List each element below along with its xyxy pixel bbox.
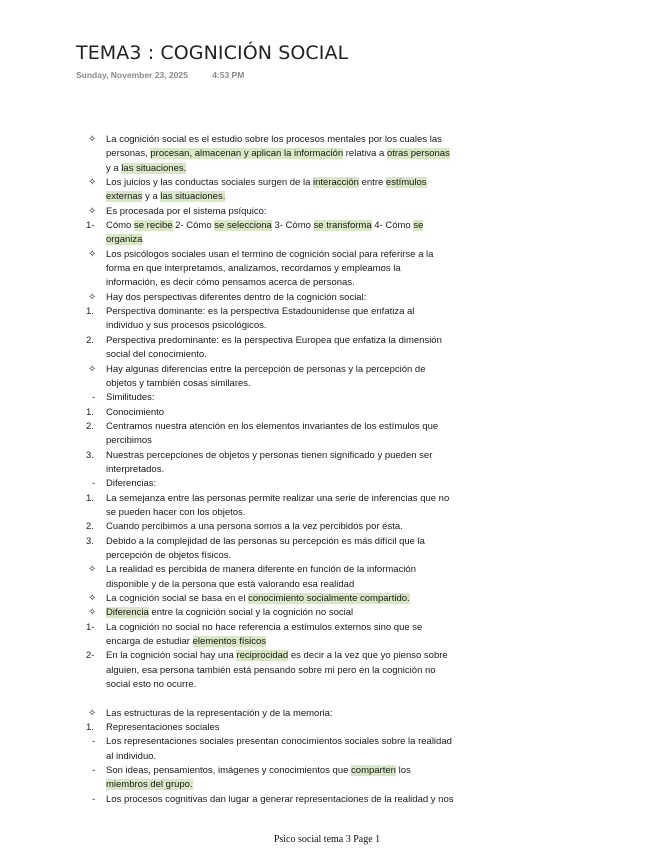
list-number: 2- xyxy=(86,650,95,662)
list-number: 1- xyxy=(86,220,95,232)
line-text xyxy=(106,463,164,477)
text-segment: percepción de objetos físicos. xyxy=(106,549,232,561)
note-line xyxy=(86,319,506,333)
highlighted-text: comparten xyxy=(351,765,396,777)
text-segment: Perspectiva dominante: es la perspectiva Estadounidense que enfatiza al xyxy=(106,306,415,318)
line-text xyxy=(106,305,414,319)
line-text xyxy=(106,664,436,678)
highlighted-text: conocimiento socialmente compartido. xyxy=(248,593,410,604)
line-text xyxy=(106,635,266,649)
text-segment: Diferencias: xyxy=(106,478,157,490)
highlighted-text: se selecciona xyxy=(214,220,272,232)
note-line xyxy=(86,477,506,491)
note-line xyxy=(86,205,506,219)
text-segment: entre la cognición social y la cognición no social xyxy=(148,607,354,619)
note-line xyxy=(86,363,506,377)
text-segment: En la cognición social hay una xyxy=(106,650,237,662)
line-text xyxy=(106,205,267,219)
diamond-bullet-icon: ✧ xyxy=(88,564,97,576)
line-text xyxy=(106,678,196,692)
text-segment: Los representaciones sociales presentan conocimientos sociales sobre la realidad xyxy=(106,736,452,748)
note-line xyxy=(86,492,506,506)
note-line xyxy=(86,621,506,635)
text-segment: y a xyxy=(106,162,122,174)
note-line xyxy=(86,750,506,764)
text-segment: alguien, esa persona también está pensando sobre mi pero en la cognición no xyxy=(106,664,436,676)
line-text xyxy=(106,162,186,176)
line-text xyxy=(106,506,245,520)
line-text xyxy=(106,649,448,663)
line-text xyxy=(106,707,333,721)
note-line xyxy=(86,147,506,161)
line-text xyxy=(106,291,366,305)
line-text xyxy=(106,334,442,348)
note-line xyxy=(86,735,506,749)
line-text xyxy=(106,778,193,792)
text-segment: entre xyxy=(358,177,386,189)
line-text xyxy=(106,348,207,362)
text-segment: disponible y de la persona que está valorando esa realidad xyxy=(106,578,355,590)
text-segment: personas, xyxy=(106,148,151,160)
note-line xyxy=(86,463,506,477)
note-line xyxy=(86,420,506,434)
text-segment: 3- Cómo xyxy=(271,220,314,232)
line-text xyxy=(106,606,353,620)
line-text xyxy=(106,750,156,764)
text-segment: La cognición social se basa en el xyxy=(106,593,249,604)
note-line xyxy=(86,606,506,620)
note-line xyxy=(86,664,506,678)
text-segment: La cognición social es el estudio sobre los procesos mentales por los cuales las xyxy=(106,134,442,145)
line-text xyxy=(106,248,433,262)
note-line xyxy=(86,449,506,463)
diamond-bullet-icon: ✧ xyxy=(88,593,97,604)
note-line xyxy=(86,248,506,262)
highlighted-text: se recibe xyxy=(133,220,173,232)
note-line xyxy=(86,778,506,792)
list-number: 1. xyxy=(86,406,94,418)
note-time: 4:53 PM xyxy=(212,70,245,80)
line-text xyxy=(106,233,142,247)
text-segment: Conocimiento xyxy=(106,406,165,418)
text-segment: encarga de estudiar xyxy=(106,636,193,648)
page-title: TEMA3 : COGNICIÓN SOCIAL xyxy=(76,42,349,64)
highlighted-text: reciprocidad xyxy=(236,650,289,662)
text-segment: relativa a xyxy=(343,148,387,160)
text-segment: Perspectiva predominante: es la perspectiva Europea que enfatiza la dimensión xyxy=(106,334,442,346)
note-line xyxy=(86,578,506,592)
text-segment: 4- Cómo xyxy=(371,220,414,232)
line-text xyxy=(106,520,403,534)
note-line xyxy=(86,176,506,190)
text-segment: y a xyxy=(142,191,161,203)
line-text xyxy=(106,133,442,147)
highlighted-text: Diferencia xyxy=(106,607,149,619)
line-text xyxy=(106,262,401,276)
note-line xyxy=(86,549,506,563)
line-text xyxy=(106,391,155,405)
line-text xyxy=(106,363,426,377)
list-number: 2. xyxy=(86,334,94,346)
highlighted-text: interacción xyxy=(313,177,359,189)
list-number: 3. xyxy=(86,535,94,547)
text-segment: 2- Cómo xyxy=(172,220,215,232)
note-line xyxy=(86,721,506,735)
text-segment: La semejanza entre las personas permite realizar una serie de inferencias que no xyxy=(106,492,450,504)
note-line xyxy=(86,276,506,290)
note-metadata xyxy=(76,70,244,80)
text-segment: Es procesada por el sistema psíquico: xyxy=(106,205,267,217)
line-text xyxy=(106,176,427,190)
line-text xyxy=(106,190,225,204)
page-footer: Psico social tema 3 Page 1 xyxy=(273,834,381,845)
highlighted-text: procesan, almacenan y aplican la información xyxy=(150,148,344,160)
note-line xyxy=(86,291,506,305)
text-segment: Las estructuras de la representación y de la memoria: xyxy=(106,707,333,719)
note-line xyxy=(86,520,506,534)
text-segment: Similitudes: xyxy=(106,392,155,404)
list-number: 3. xyxy=(86,449,94,461)
highlighted-text: las situaciones. xyxy=(160,191,226,203)
text-segment: información, es decir cómo pensamos acerca de personas. xyxy=(106,277,355,289)
text-segment: objetos y también cosas similares. xyxy=(106,377,251,389)
line-text xyxy=(106,621,422,635)
diamond-bullet-icon: ✧ xyxy=(88,291,97,303)
note-line xyxy=(86,233,506,247)
note-line xyxy=(86,305,506,319)
line-text xyxy=(106,549,231,563)
text-segment: social del conocimiento. xyxy=(106,349,207,361)
highlighted-text: las situaciones. xyxy=(121,162,187,174)
line-text xyxy=(106,492,449,506)
text-segment: al individuo. xyxy=(106,750,157,762)
highlighted-text: externas xyxy=(106,191,143,203)
line-text xyxy=(106,764,411,778)
dash-bullet: - xyxy=(92,793,96,805)
diamond-bullet-icon: ✧ xyxy=(88,134,97,145)
line-text xyxy=(106,319,267,333)
list-number: 1- xyxy=(86,621,95,633)
note-line xyxy=(86,262,506,276)
note-line xyxy=(86,592,506,606)
text-segment: La realidad es percibida de manera diferente en función de la información xyxy=(106,564,417,576)
text-segment: Los psicólogos sociales usan el termino de cognición social para referirse a la xyxy=(106,248,434,260)
blank-line xyxy=(86,692,506,706)
note-line xyxy=(86,793,506,807)
note-date: Sunday, November 23, 2025 xyxy=(76,70,188,80)
list-number: 1. xyxy=(86,492,94,504)
text-segment: Hay dos perspectivas diferentes dentro de la cognición social: xyxy=(106,291,367,303)
dash-bullet: - xyxy=(92,478,96,490)
text-segment: interpretados. xyxy=(106,463,165,475)
text-segment: los xyxy=(395,765,411,777)
text-segment: Hay algunas diferencias entre la percepción de personas y la percepción de xyxy=(106,363,426,375)
diamond-bullet-icon: ✧ xyxy=(88,607,97,619)
line-text xyxy=(106,406,164,420)
highlighted-text: elementos físicos xyxy=(192,636,267,648)
note-line xyxy=(86,506,506,520)
text-segment: es decir a la vez que yo pienso sobre xyxy=(288,650,448,662)
line-text xyxy=(106,377,251,391)
text-segment: forma en que interpretamos, analizamos, recordamos y empleamos la xyxy=(106,263,401,275)
text-segment: Debido a la complejidad de las personas su percepción es más difícil que la xyxy=(106,535,425,547)
line-text xyxy=(106,449,432,463)
text-segment: individuo y sus procesos psicológicos. xyxy=(106,320,267,332)
note-line xyxy=(86,434,506,448)
note-body xyxy=(86,133,506,807)
line-text xyxy=(106,563,416,577)
line-text xyxy=(106,592,410,606)
highlighted-text: se xyxy=(413,220,424,232)
note-line xyxy=(86,334,506,348)
text-segment: Nuestras percepciones de objetos y personas tienen significado y pueden ser xyxy=(106,449,433,461)
note-line xyxy=(86,635,506,649)
diamond-bullet-icon: ✧ xyxy=(88,177,97,189)
note-line xyxy=(86,162,506,176)
note-line xyxy=(86,219,506,233)
note-line xyxy=(86,764,506,778)
diamond-bullet-icon: ✧ xyxy=(88,363,97,375)
text-segment: se pueden hacer con los objetos. xyxy=(106,506,246,518)
text-segment: Los procesos cognitivas dan lugar a generar representaciones de la realidad y nos xyxy=(106,793,454,805)
line-text xyxy=(106,578,354,592)
line-text xyxy=(106,147,450,161)
note-line xyxy=(86,190,506,204)
diamond-bullet-icon: ✧ xyxy=(88,248,97,260)
text-segment: La cognición no social no hace referencia a estímulos externos sino que se xyxy=(106,621,423,633)
note-line xyxy=(86,348,506,362)
text-segment: percibimos xyxy=(106,435,152,447)
dash-bullet: - xyxy=(92,392,96,404)
note-line xyxy=(86,377,506,391)
dash-bullet: - xyxy=(92,736,96,748)
line-text xyxy=(106,420,438,434)
text-segment: Son ideas, pensamientos, imágenes y conocimientos que xyxy=(106,765,352,777)
text-segment: Centramos nuestra atención en los elementos invariantes de los estímulos que xyxy=(106,420,439,432)
note-line xyxy=(86,707,506,721)
line-text xyxy=(106,735,452,749)
dash-bullet: - xyxy=(92,765,96,777)
highlighted-text: organiza xyxy=(106,234,143,246)
text-segment: social esto no ocurre. xyxy=(106,679,197,691)
note-line xyxy=(86,391,506,405)
note-line xyxy=(86,649,506,663)
line-text xyxy=(106,276,355,290)
note-line xyxy=(86,133,506,147)
line-text xyxy=(106,721,220,735)
note-line xyxy=(86,406,506,420)
text-segment: Cómo xyxy=(106,220,134,232)
diamond-bullet-icon: ✧ xyxy=(88,707,97,719)
note-line xyxy=(86,535,506,549)
note-line xyxy=(86,563,506,577)
highlighted-text: otras personas xyxy=(386,148,450,160)
text-segment: Representaciones sociales xyxy=(106,722,220,734)
note-line xyxy=(86,678,506,692)
line-text xyxy=(106,535,425,549)
diamond-bullet-icon: ✧ xyxy=(88,205,97,217)
line-text xyxy=(106,434,152,448)
highlighted-text: se transforma xyxy=(313,220,372,232)
line-text xyxy=(106,477,156,491)
text-segment: Los juicios y las conductas sociales surgen de la xyxy=(106,177,314,189)
list-number: 1. xyxy=(86,306,94,318)
list-number: 2. xyxy=(86,420,94,432)
text-segment: Cuando percibimos a una persona somos a la vez percibidos por ésta. xyxy=(106,521,403,533)
list-number: 2. xyxy=(86,521,94,533)
line-text xyxy=(106,219,423,233)
line-text xyxy=(106,793,454,807)
highlighted-text: estímulos xyxy=(385,177,427,189)
list-number: 1. xyxy=(86,722,94,734)
highlighted-text: miembros del grupo. xyxy=(106,779,193,791)
